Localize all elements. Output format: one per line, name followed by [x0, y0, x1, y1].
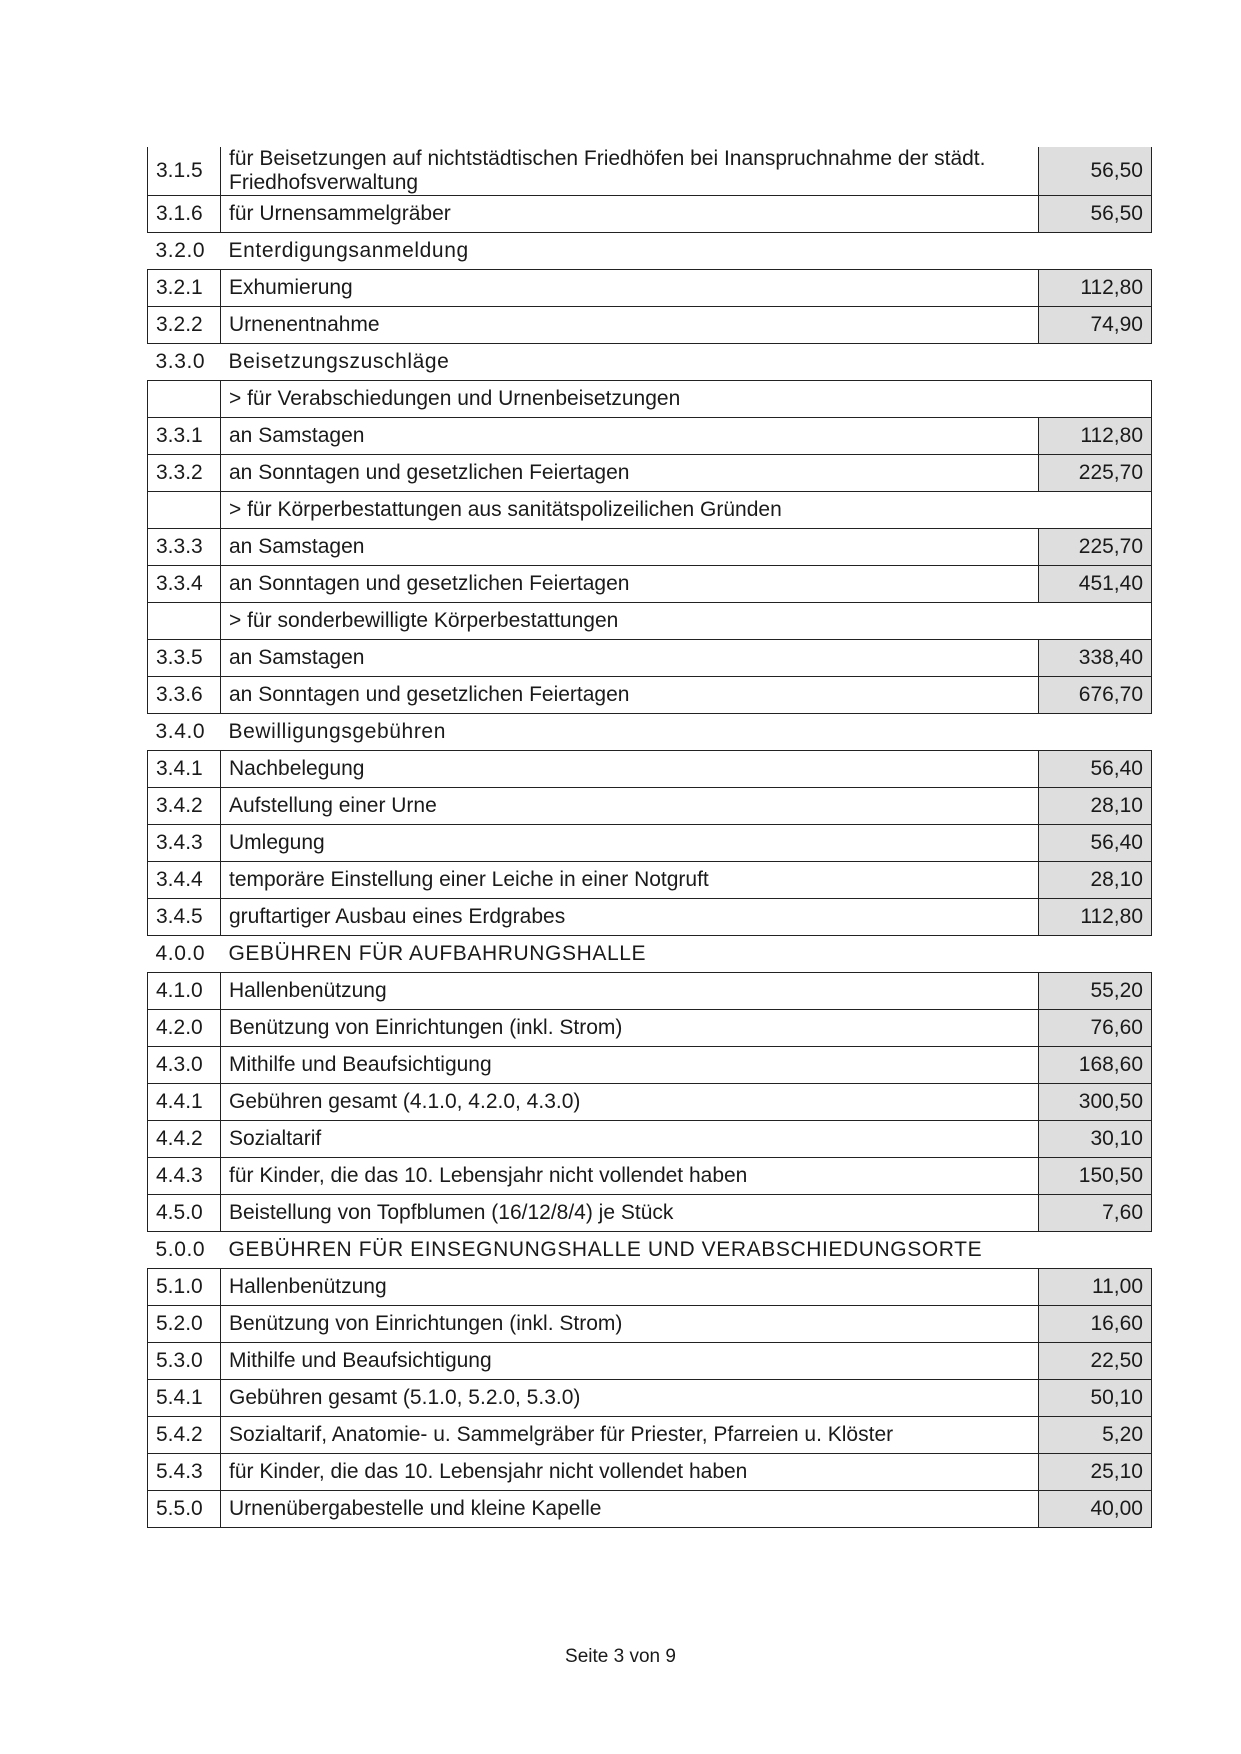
table-row	[148, 566, 1152, 603]
row-description: Gebühren gesamt (4.1.0, 4.2.0, 4.3.0)	[221, 1084, 1039, 1121]
row-description: Nachbelegung	[221, 751, 1039, 788]
table-row	[148, 196, 1152, 233]
row-fee-value: 50,10	[1039, 1380, 1152, 1417]
table-row	[148, 899, 1152, 936]
row-description: Umlegung	[221, 825, 1039, 862]
row-number: 4.2.0	[148, 1010, 221, 1047]
row-description: Sozialtarif	[221, 1121, 1039, 1158]
section-heading-row	[148, 1232, 1152, 1269]
subheading-text: > für Körperbestattungen aus sanitätspolizeilichen Gründen	[221, 492, 1152, 529]
row-fee-value: 300,50	[1039, 1084, 1152, 1121]
row-description: an Samstagen	[221, 529, 1039, 566]
table-row	[148, 825, 1152, 862]
row-description: Aufstellung einer Urne	[221, 788, 1039, 825]
row-description: temporäre Einstellung einer Leiche in einer Notgruft	[221, 862, 1039, 899]
section-number: 3.2.0	[155, 239, 206, 262]
table-row	[148, 455, 1152, 492]
row-fee-value: 55,20	[1039, 973, 1152, 1010]
row-fee-value: 28,10	[1039, 862, 1152, 899]
fee-table	[147, 147, 1152, 1528]
table-row	[148, 307, 1152, 344]
row-description: Hallenbenützung	[221, 973, 1039, 1010]
section-title: Enterdigungsanmeldung	[228, 239, 469, 262]
row-fee-value: 338,40	[1039, 640, 1152, 677]
row-number: 4.3.0	[148, 1047, 221, 1084]
row-fee-value: 451,40	[1039, 566, 1152, 603]
row-fee-value: 40,00	[1039, 1491, 1152, 1528]
row-fee-value: 30,10	[1039, 1121, 1152, 1158]
row-description: gruftartiger Ausbau eines Erdgrabes	[221, 899, 1039, 936]
table-row	[148, 418, 1152, 455]
table-row	[148, 1269, 1152, 1306]
row-description: Urnenentnahme	[221, 307, 1039, 344]
row-fee-value: 25,10	[1039, 1454, 1152, 1491]
row-number: 3.3.6	[148, 677, 221, 714]
table-row	[148, 1121, 1152, 1158]
section-heading-row	[148, 936, 1152, 973]
row-number: 3.1.6	[148, 196, 221, 233]
row-fee-value: 56,40	[1039, 751, 1152, 788]
row-description: Urnenübergabestelle und kleine Kapelle	[221, 1491, 1039, 1528]
row-number: 4.4.3	[148, 1158, 221, 1195]
row-fee-value: 112,80	[1039, 899, 1152, 936]
table-row	[148, 751, 1152, 788]
row-fee-value: 150,50	[1039, 1158, 1152, 1195]
row-number: 3.2.1	[148, 270, 221, 307]
subheading-text: > für Verabschiedungen und Urnenbeisetzungen	[221, 381, 1152, 418]
row-number: 3.4.1	[148, 751, 221, 788]
row-description: Benützung von Einrichtungen (inkl. Strom)	[221, 1306, 1039, 1343]
row-fee-value: 16,60	[1039, 1306, 1152, 1343]
table-row	[148, 147, 1152, 196]
row-number: 4.4.1	[148, 1084, 221, 1121]
table-row	[148, 1343, 1152, 1380]
row-fee-value: 225,70	[1039, 529, 1152, 566]
row-fee-value: 56,50	[1039, 147, 1152, 196]
row-description: Exhumierung	[221, 270, 1039, 307]
row-description: für Kinder, die das 10. Lebensjahr nicht vollendet haben	[221, 1158, 1039, 1195]
table-row	[148, 1084, 1152, 1121]
row-description: an Sonntagen und gesetzlichen Feiertagen	[221, 677, 1039, 714]
row-number: 3.3.3	[148, 529, 221, 566]
table-row	[148, 1417, 1152, 1454]
row-description: an Sonntagen und gesetzlichen Feiertagen	[221, 566, 1039, 603]
row-fee-value: 74,90	[1039, 307, 1152, 344]
subheading-row	[148, 492, 1152, 529]
section-heading-row	[148, 233, 1152, 270]
section-number: 5.0.0	[155, 1238, 206, 1261]
row-description: an Samstagen	[221, 418, 1039, 455]
table-row	[148, 1195, 1152, 1232]
row-number: 5.2.0	[148, 1306, 221, 1343]
subheading-row	[148, 603, 1152, 640]
row-description: Beistellung von Topfblumen (16/12/8/4) je Stück	[221, 1195, 1039, 1232]
row-number: 3.3.1	[148, 418, 221, 455]
row-number: 4.5.0	[148, 1195, 221, 1232]
row-description: Benützung von Einrichtungen (inkl. Strom)	[221, 1010, 1039, 1047]
table-row	[148, 1491, 1152, 1528]
section-heading-row	[148, 344, 1152, 381]
table-row	[148, 973, 1152, 1010]
row-number: 5.4.1	[148, 1380, 221, 1417]
row-number	[148, 381, 221, 418]
row-description: Gebühren gesamt (5.1.0, 5.2.0, 5.3.0)	[221, 1380, 1039, 1417]
row-fee-value: 56,40	[1039, 825, 1152, 862]
row-number: 5.3.0	[148, 1343, 221, 1380]
row-number: 3.1.5	[148, 147, 221, 196]
subheading-row	[148, 381, 1152, 418]
subheading-text: > für sonderbewilligte Körperbestattungen	[221, 603, 1152, 640]
row-description: an Samstagen	[221, 640, 1039, 677]
row-fee-value: 56,50	[1039, 196, 1152, 233]
page-number: Seite 3 von 9	[565, 1646, 676, 1667]
fee-table-body	[148, 147, 1152, 1528]
table-row	[148, 1380, 1152, 1417]
row-description: Hallenbenützung	[221, 1269, 1039, 1306]
row-fee-value: 5,20	[1039, 1417, 1152, 1454]
row-number: 5.5.0	[148, 1491, 221, 1528]
row-description: Sozialtarif, Anatomie- u. Sammelgräber für Priester, Pfarreien u. Klöster	[221, 1417, 1039, 1454]
row-fee-value: 22,50	[1039, 1343, 1152, 1380]
row-fee-value: 225,70	[1039, 455, 1152, 492]
section-number: 3.3.0	[155, 350, 206, 373]
row-number: 4.1.0	[148, 973, 221, 1010]
table-row	[148, 529, 1152, 566]
row-description: Mithilfe und Beaufsichtigung	[221, 1047, 1039, 1084]
row-number: 3.4.3	[148, 825, 221, 862]
row-number: 3.4.5	[148, 899, 221, 936]
row-number	[148, 603, 221, 640]
row-number: 3.4.4	[148, 862, 221, 899]
table-row	[148, 640, 1152, 677]
table-row	[148, 677, 1152, 714]
row-number: 4.4.2	[148, 1121, 221, 1158]
table-row	[148, 270, 1152, 307]
row-number	[148, 492, 221, 529]
table-row	[148, 862, 1152, 899]
table-row	[148, 1306, 1152, 1343]
row-fee-value: 112,80	[1039, 418, 1152, 455]
row-number: 5.1.0	[148, 1269, 221, 1306]
section-title: Beisetzungszuschläge	[228, 350, 450, 373]
row-description: für Kinder, die das 10. Lebensjahr nicht vollendet haben	[221, 1454, 1039, 1491]
row-number: 5.4.3	[148, 1454, 221, 1491]
table-row	[148, 1047, 1152, 1084]
row-fee-value: 676,70	[1039, 677, 1152, 714]
table-row	[148, 1158, 1152, 1195]
row-description: für Urnensammelgräber	[221, 196, 1039, 233]
row-number: 3.4.2	[148, 788, 221, 825]
table-row	[148, 1010, 1152, 1047]
row-fee-value: 11,00	[1039, 1269, 1152, 1306]
row-number: 3.2.2	[148, 307, 221, 344]
row-number: 5.4.2	[148, 1417, 221, 1454]
section-title: GEBÜHREN FÜR AUFBAHRUNGSHALLE	[228, 942, 647, 965]
row-description: für Beisetzungen auf nichtstädtischen Friedhöfen bei Inanspruchnahme der städt. Friedhofsverwaltung	[221, 147, 1039, 196]
section-number: 4.0.0	[155, 942, 206, 965]
row-number: 3.3.2	[148, 455, 221, 492]
section-number: 3.4.0	[155, 720, 206, 743]
row-description: an Sonntagen und gesetzlichen Feiertagen	[221, 455, 1039, 492]
section-heading-row	[148, 714, 1152, 751]
table-row	[148, 1454, 1152, 1491]
row-fee-value: 28,10	[1039, 788, 1152, 825]
row-fee-value: 168,60	[1039, 1047, 1152, 1084]
row-number: 3.3.4	[148, 566, 221, 603]
row-fee-value: 112,80	[1039, 270, 1152, 307]
row-fee-value: 76,60	[1039, 1010, 1152, 1047]
row-fee-value: 7,60	[1039, 1195, 1152, 1232]
section-title: Bewilligungsgebühren	[228, 720, 446, 743]
section-title: GEBÜHREN FÜR EINSEGNUNGSHALLE UND VERABSCHIEDUNGSORTE	[228, 1238, 983, 1261]
row-description: Mithilfe und Beaufsichtigung	[221, 1343, 1039, 1380]
table-row	[148, 788, 1152, 825]
row-number: 3.3.5	[148, 640, 221, 677]
